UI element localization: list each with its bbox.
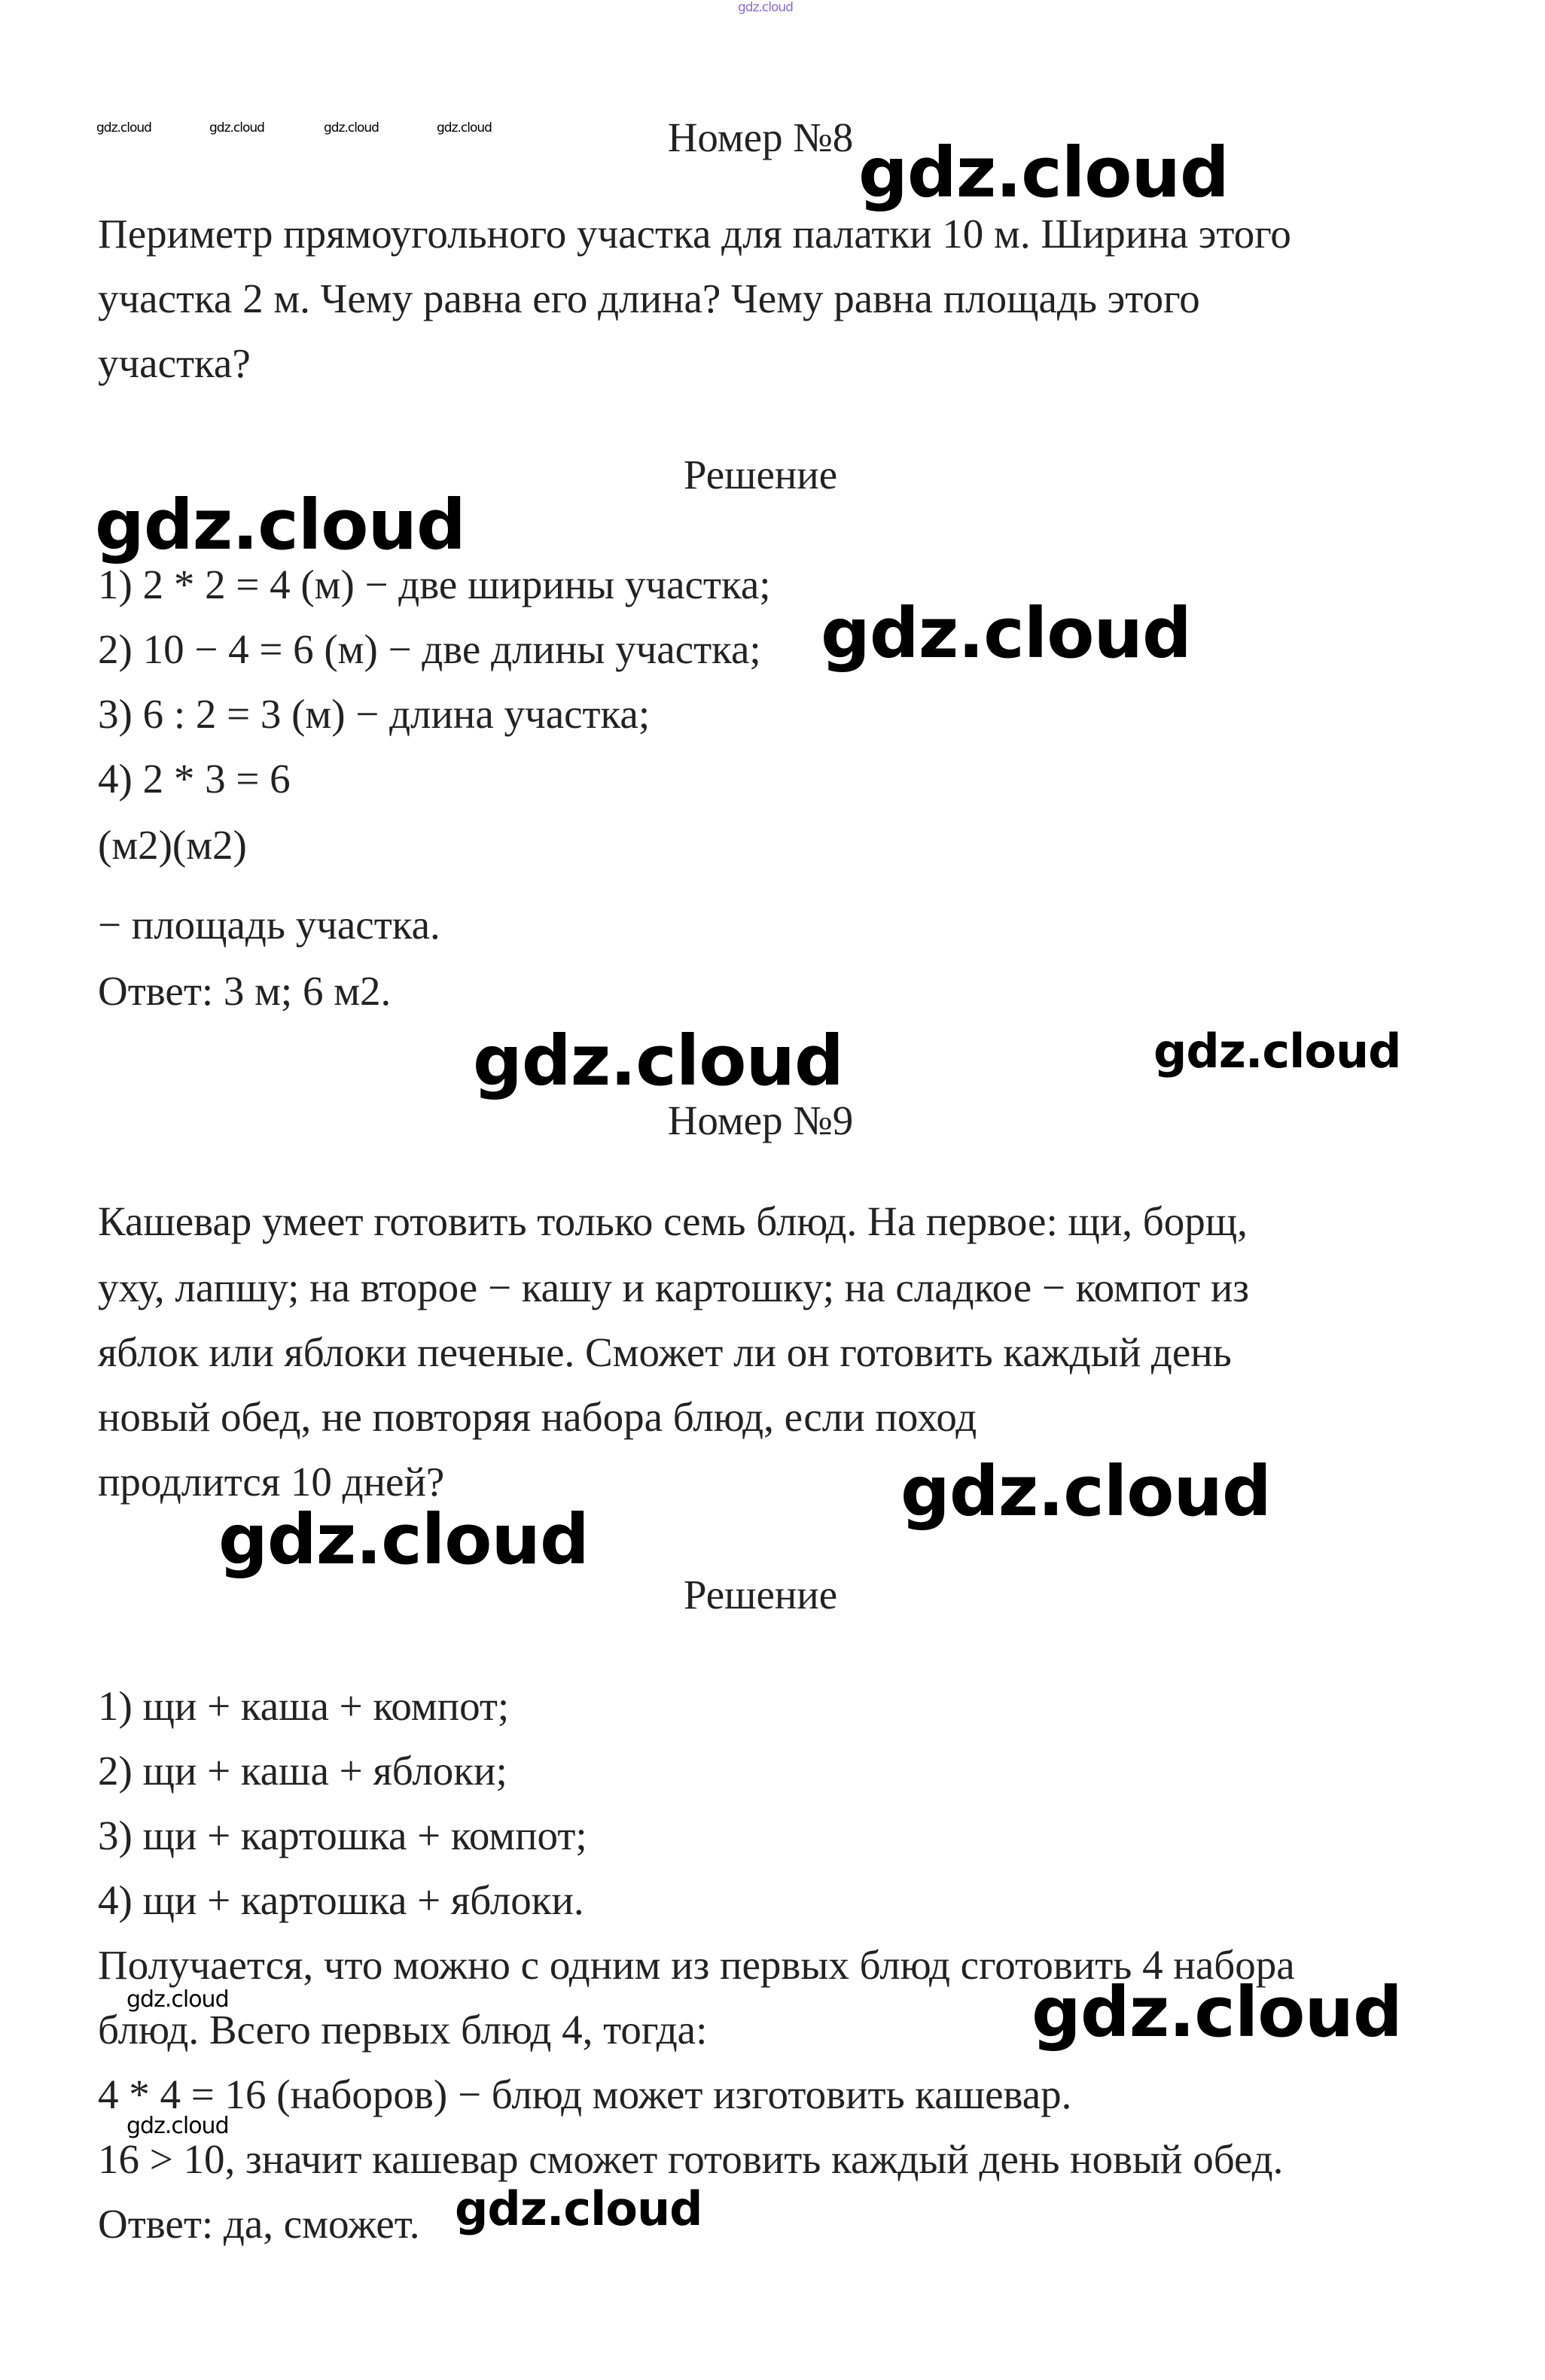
problem-line: участка 2 м. Чему равна его длина? Чему равна площадь этого bbox=[98, 275, 1200, 321]
watermark: gdz.cloud bbox=[858, 132, 1229, 213]
explanation-line: Получается, что можно с одним из первых блюд сготовить 4 набора bbox=[98, 1942, 1295, 1988]
watermark: gdz.cloud bbox=[1032, 1972, 1402, 2053]
explanation-line: 4 * 4 = 16 (наборов) − блюд может изготовить кашевар. bbox=[98, 2071, 1072, 2117]
watermark: gdz.cloud bbox=[1153, 1024, 1401, 1079]
solution-step: − площадь участка. bbox=[98, 902, 440, 948]
explanation-line: блюд. Всего первых блюд 4, тогда: bbox=[98, 2007, 708, 2053]
solution-step: 3) щи + картошка + компот; bbox=[98, 1812, 587, 1858]
watermark: gdz.cloud bbox=[738, 0, 793, 15]
solution-step: 4) щи + картошка + яблоки. bbox=[98, 1877, 584, 1923]
solution-step: 1) щи + каша + компот; bbox=[98, 1683, 510, 1729]
solution-title: Решение bbox=[683, 1572, 838, 1618]
task-heading: Номер №8 bbox=[667, 114, 854, 160]
problem-line: новый обед, не повторяя набора блюд, если поход bbox=[98, 1394, 977, 1440]
solution-title: Решение bbox=[683, 452, 838, 498]
problem-line: участка? bbox=[98, 340, 251, 386]
solution-step: 1) 2 * 2 = 4 (м) − две ширины участка; bbox=[98, 562, 771, 607]
problem-line: яблок или яблоки печеные. Сможет ли он готовить каждый день bbox=[98, 1329, 1232, 1375]
watermark: gdz.cloud bbox=[473, 1021, 843, 1101]
problem-line: продлится 10 дней? bbox=[98, 1459, 445, 1505]
answer: Ответ: 3 м; 6 м2. bbox=[98, 968, 392, 1014]
task-heading: Номер №9 bbox=[667, 1097, 854, 1143]
problem-line: Кашевар умеет готовить только семь блюд. На первое: щи, борщ, bbox=[98, 1198, 1248, 1244]
watermark: gdz.cloud bbox=[218, 1499, 589, 1580]
watermark: gdz.cloud bbox=[126, 1986, 229, 2013]
watermark: gdz.cloud bbox=[821, 593, 1191, 674]
solution-step: 2) 10 − 4 = 6 (м) − две длины участка; bbox=[98, 626, 761, 672]
answer: Ответ: да, сможет. bbox=[98, 2201, 420, 2247]
solution-step: 4) 2 * 3 = 6 bbox=[98, 756, 291, 802]
problem-line: уху, лапшу; на второе − кашу и картошку; на сладкое − компот из bbox=[98, 1265, 1250, 1310]
solution-step: (м2)(м2) bbox=[98, 822, 247, 868]
watermark: gdz.cloud bbox=[455, 2181, 702, 2236]
watermark: gdz.cloud bbox=[126, 2113, 229, 2139]
solution-step: 3) 6 : 2 = 3 (м) − длина участка; bbox=[98, 691, 651, 737]
problem-line: Периметр прямоугольного участка для палатки 10 м. Ширина этого bbox=[98, 211, 1291, 257]
solution-step: 2) щи + каша + яблоки; bbox=[98, 1748, 507, 1794]
watermark: gdz.cloud bbox=[95, 485, 465, 565]
watermark: gdz.cloud bbox=[209, 120, 264, 135]
watermark: gdz.cloud bbox=[437, 120, 492, 135]
explanation-line: 16 > 10, значит кашевар сможет готовить каждый день новый обед. bbox=[98, 2136, 1284, 2182]
watermark: gdz.cloud bbox=[96, 120, 151, 135]
watermark: gdz.cloud bbox=[900, 1451, 1271, 1532]
watermark: gdz.cloud bbox=[324, 120, 379, 135]
